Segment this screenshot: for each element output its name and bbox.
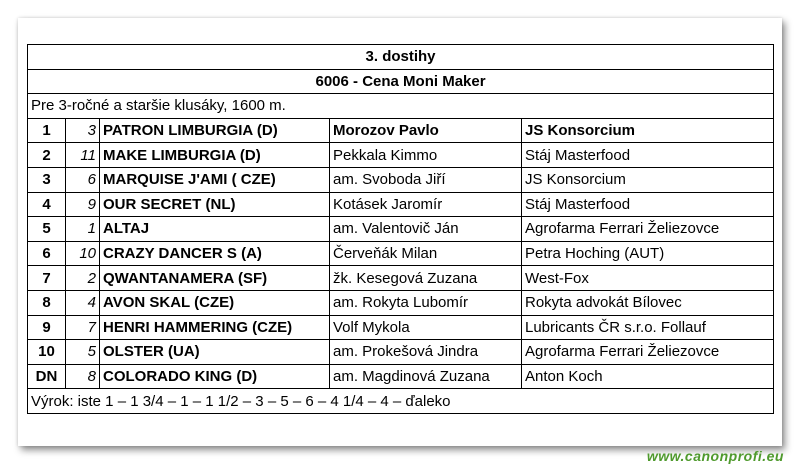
finish-position: 7	[28, 266, 66, 291]
driver-name: Volf Mykola	[330, 315, 522, 340]
owner-name: Agrofarma Ferrari Želiezovce	[522, 217, 774, 242]
horse-name: QWANTANAMERA (SF)	[100, 266, 330, 291]
table-row	[28, 143, 774, 168]
start-number: 9	[66, 192, 100, 217]
owner-name: Anton Koch	[522, 364, 774, 389]
finish-position: 1	[28, 118, 66, 143]
start-number: 6	[66, 167, 100, 192]
race-number: 3. dostihy	[28, 45, 774, 70]
race-number-row	[28, 45, 774, 70]
finish-position: 9	[28, 315, 66, 340]
driver-name: am. Rokyta Lubomír	[330, 290, 522, 315]
finish-position: 10	[28, 340, 66, 365]
owner-name: Lubricants ČR s.r.o. Follauf	[522, 315, 774, 340]
start-number: 2	[66, 266, 100, 291]
owner-name: Rokyta advokát Bílovec	[522, 290, 774, 315]
finish-position: 8	[28, 290, 66, 315]
horse-name: CRAZY DANCER S (A)	[100, 241, 330, 266]
owner-name: JS Konsorcium	[522, 118, 774, 143]
owner-name: West-Fox	[522, 266, 774, 291]
table-row	[28, 290, 774, 315]
race-result: Výrok: iste 1 – 1 3/4 – 1 – 1 1/2 – 3 – 5 – 6 – 4 1/4 – 4 – ďaleko	[28, 389, 774, 414]
horse-name: AVON SKAL (CZE)	[100, 290, 330, 315]
horse-name: OUR SECRET (NL)	[100, 192, 330, 217]
horse-name: HENRI HAMMERING (CZE)	[100, 315, 330, 340]
start-number: 8	[66, 364, 100, 389]
table-row	[28, 167, 774, 192]
table-row	[28, 192, 774, 217]
table-row	[28, 118, 774, 143]
horse-name: MARQUISE J'AMI ( CZE)	[100, 167, 330, 192]
horse-name: ALTAJ	[100, 217, 330, 242]
table-row	[28, 217, 774, 242]
owner-name: Agrofarma Ferrari Želiezovce	[522, 340, 774, 365]
start-number: 3	[66, 118, 100, 143]
race-conditions: Pre 3-ročné a staršie klusáky, 1600 m.	[28, 94, 774, 119]
finish-position: 5	[28, 217, 66, 242]
start-number: 5	[66, 340, 100, 365]
driver-name: Červeňák Milan	[330, 241, 522, 266]
driver-name: Kotásek Jaromír	[330, 192, 522, 217]
start-number: 1	[66, 217, 100, 242]
watermark: www.canonprofi.eu	[646, 448, 784, 464]
finish-position: 4	[28, 192, 66, 217]
owner-name: JS Konsorcium	[522, 167, 774, 192]
table-row	[28, 266, 774, 291]
driver-name: žk. Kesegová Zuzana	[330, 266, 522, 291]
race-results-table	[27, 44, 774, 414]
table-row	[28, 340, 774, 365]
table-row	[28, 364, 774, 389]
owner-name: Stáj Masterfood	[522, 192, 774, 217]
horse-name: OLSTER (UA)	[100, 340, 330, 365]
driver-name: am. Magdinová Zuzana	[330, 364, 522, 389]
start-number: 7	[66, 315, 100, 340]
finish-position: 6	[28, 241, 66, 266]
finish-position: DN	[28, 364, 66, 389]
horse-name: PATRON LIMBURGIA (D)	[100, 118, 330, 143]
result-row	[28, 389, 774, 414]
race-title-row	[28, 69, 774, 94]
owner-name: Stáj Masterfood	[522, 143, 774, 168]
driver-name: Pekkala Kimmo	[330, 143, 522, 168]
race-conditions-row	[28, 94, 774, 119]
driver-name: am. Valentovič Ján	[330, 217, 522, 242]
driver-name: am. Svoboda Jiří	[330, 167, 522, 192]
start-number: 4	[66, 290, 100, 315]
finish-position: 2	[28, 143, 66, 168]
horse-name: COLORADO KING (D)	[100, 364, 330, 389]
start-number: 11	[66, 143, 100, 168]
owner-name: Petra Hoching (AUT)	[522, 241, 774, 266]
finish-position: 3	[28, 167, 66, 192]
start-number: 10	[66, 241, 100, 266]
driver-name: am. Prokešová Jindra	[330, 340, 522, 365]
race-title: 6006 - Cena Moni Maker	[28, 69, 774, 94]
table-row	[28, 315, 774, 340]
table-row	[28, 241, 774, 266]
horse-name: MAKE LIMBURGIA (D)	[100, 143, 330, 168]
driver-name: Morozov Pavlo	[330, 118, 522, 143]
